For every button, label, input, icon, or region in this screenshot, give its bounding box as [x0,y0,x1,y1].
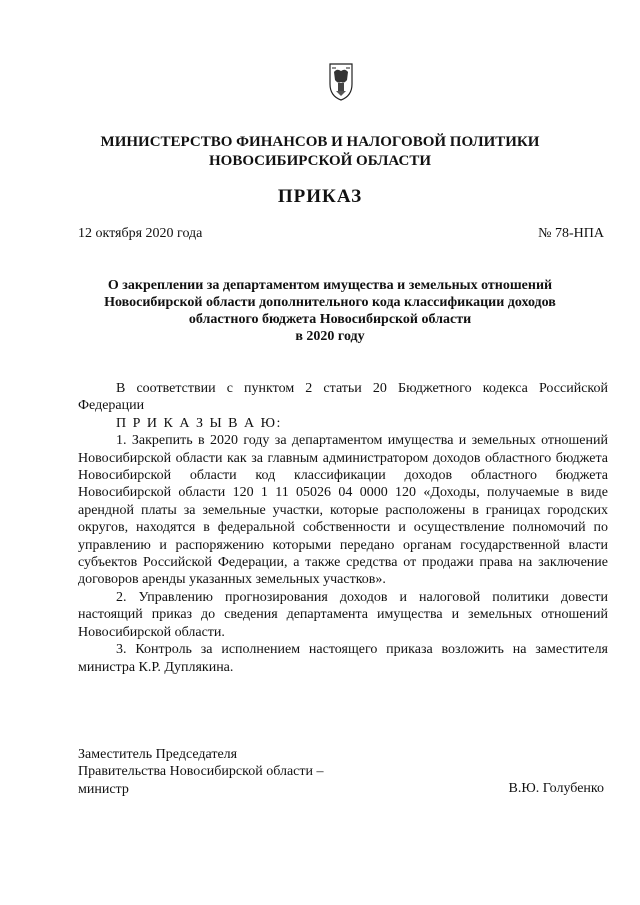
document-number: № 78-НПА [538,226,604,241]
order-statement: П Р И К А З Ы В А Ю: [116,415,282,431]
coat-of-arms-icon [326,62,356,102]
ministry-line-1: МИНИСТЕРСТВО ФИНАНСОВ И НАЛОГОВОЙ ПОЛИТИКИ [100,134,540,150]
document-date: 12 октября 2020 года [78,226,203,241]
intro-paragraph: В соответствии с пунктом 2 статьи 20 Бюджетного кодекса Российской Федерации [78,381,608,414]
ministry-line-2: НОВОСИБИРСКОЙ ОБЛАСТИ [208,153,432,169]
order-item-3: 3. Контроль за исполнением настоящего приказа возложить на заместителя министра К.Р. Дуплякина. [78,642,608,675]
document-type-title: ПРИКАЗ [277,186,363,207]
subject-line: областного бюджета Новосибирской области [188,312,472,327]
signatory-position [78,746,324,798]
position-line: Правительства Новосибирской области – [78,764,324,780]
subject-line: в 2020 году [295,329,365,344]
subject-line: О закреплении за департаментом имущества и земельных отношений [107,278,553,293]
ministry-name [0,133,640,171]
subject-line: Новосибирской области дополнительного кода классификации доходов [104,295,556,310]
document-body [78,380,608,676]
position-line: Заместитель Председателя [78,747,238,762]
order-item-1: 1. Закрепить в 2020 году за департаментом имущества и земельных отношений Новосибирской области как за главным администратором доходов областного бюджета Новосибирской области код классификации доходов областного бюджета Новосибирской области 120 1 11 05026 04 0000 120 «Доходы, получаемые в виде арендной платы за земельные участки, которые расположены в границах городских округов, находятся в федеральной собственности и осуществление полномочий по управлению и распоряжению которыми передано органам государственной власти субъектов Российской Федерации, а также средства от продажи права на заключение договоров аренды указанных земельных участков». [78,433,608,588]
position-line: министр [78,781,129,797]
order-item-2: 2. Управлению прогнозирования доходов и налоговой политики довести настоящий приказ до сведения департамента имущества и земельных отношений Новосибирской области. [78,589,608,640]
document-subject [60,277,600,345]
signatory-name: В.Ю. Голубенко [508,781,604,796]
